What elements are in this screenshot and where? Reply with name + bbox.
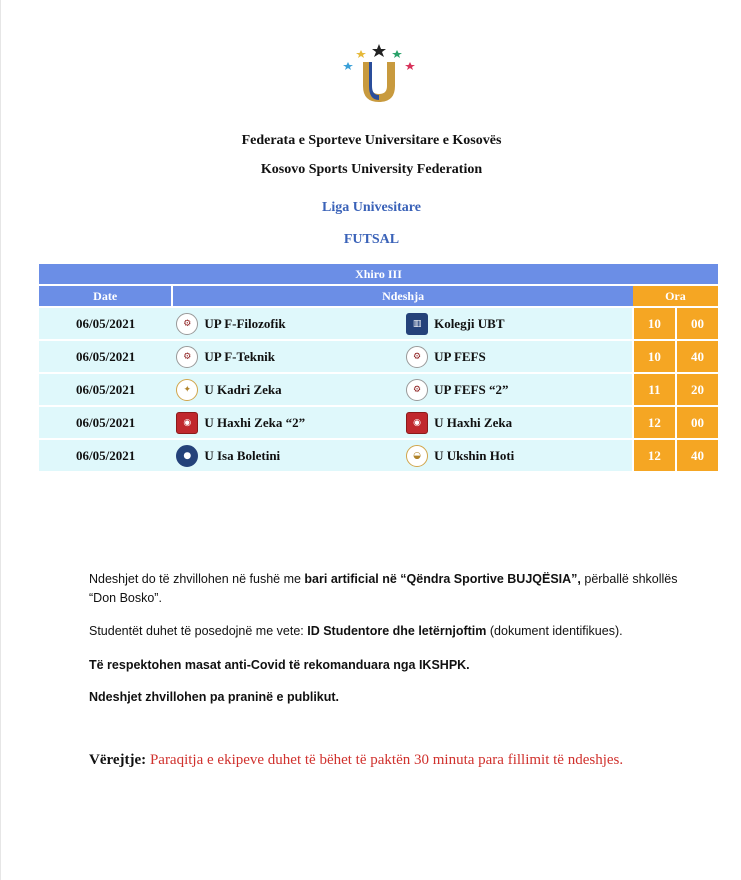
match-minute: 20: [676, 373, 718, 406]
match-hour: 10: [633, 307, 676, 340]
match-hour: 10: [633, 340, 676, 373]
schedule-table: [39, 264, 718, 471]
covid-paragraph: Të respektohen masat anti-Covid të rekomanduara nga IKSHPK.: [89, 658, 470, 672]
isa-boletini-crest-icon: ●: [176, 445, 198, 467]
match-minute: 40: [676, 340, 718, 373]
table-row: [39, 340, 718, 373]
match-minute: 40: [676, 439, 718, 471]
ubt-crest-icon: ▥: [406, 313, 428, 335]
fsuk-logo-icon: [339, 42, 419, 106]
table-row: [39, 373, 718, 406]
match-hour: 12: [633, 439, 676, 471]
col-time-header: Ora: [633, 285, 718, 307]
col-date-header: Date: [39, 285, 172, 307]
match-minute: 00: [676, 307, 718, 340]
away-team: Kolegji UBT: [434, 315, 505, 331]
venue-paragraph: Ndeshjet do të zhvillohen në fushë me bari artificial në “Qëndra Sportive BUJQËSIA”, përballë shkollës “Don Bosko”.: [89, 572, 678, 605]
home-team: UP F-Filozofik: [204, 315, 286, 331]
ukshin-hoti-crest-icon: ◒: [406, 445, 428, 467]
home-team: U Kadri Zeka: [204, 381, 282, 397]
match-date: 06/05/2021: [39, 406, 172, 439]
match-date: 06/05/2021: [39, 373, 172, 406]
round-label: Xhiro III: [39, 264, 718, 285]
match-date: 06/05/2021: [39, 439, 172, 471]
home-team: U Isa Boletini: [204, 447, 281, 463]
haxhi-zeka-crest-icon: ◉: [176, 412, 198, 434]
sport-title: FUTSAL: [343, 232, 400, 247]
col-match-header: Ndeshja: [172, 285, 633, 307]
away-team: U Ukshin Hoti: [434, 447, 515, 463]
match-hour: 12: [633, 406, 676, 439]
remark-note: [89, 750, 679, 771]
table-row: [39, 307, 718, 340]
home-team: UP F-Teknik: [204, 348, 276, 364]
table-row: [39, 439, 718, 471]
haxhi-zeka-crest-icon: ◉: [406, 412, 428, 434]
up-crest-icon: ⚙: [406, 379, 428, 401]
match-date: 06/05/2021: [39, 307, 172, 340]
away-team: UP FEFS “2”: [434, 381, 509, 397]
up-crest-icon: ⚙: [406, 346, 428, 368]
org-name-albanian: Federata e Sporteve Universitare e Kosovës: [241, 133, 502, 148]
away-team: U Haxhi Zeka: [434, 414, 513, 430]
org-name-english: Kosovo Sports University Federation: [260, 162, 483, 177]
remark-text: Paraqitja e ekipeve duhet të bëhet të paktën 30 minuta para fillimit të ndeshjes.: [146, 752, 624, 768]
match-minute: 00: [676, 406, 718, 439]
id-requirement-paragraph: Studentët duhet të posedojnë me vete: ID Studentore dhe letërnjoftim (dokument identifikues).: [89, 624, 623, 638]
match-hour: 11: [633, 373, 676, 406]
table-row: [39, 406, 718, 439]
up-crest-icon: ⚙: [176, 346, 198, 368]
no-public-paragraph: Ndeshjet zhvillohen pa praninë e publikut.: [89, 690, 340, 704]
away-team: UP FEFS: [434, 348, 486, 364]
up-crest-icon: ⚙: [176, 313, 198, 335]
home-team: U Haxhi Zeka “2”: [204, 414, 306, 430]
remark-label: Vërejtje:: [89, 752, 147, 768]
league-title: Liga Univesitare: [322, 200, 421, 215]
match-date: 06/05/2021: [39, 340, 172, 373]
kadri-zeka-crest-icon: ✦: [176, 379, 198, 401]
